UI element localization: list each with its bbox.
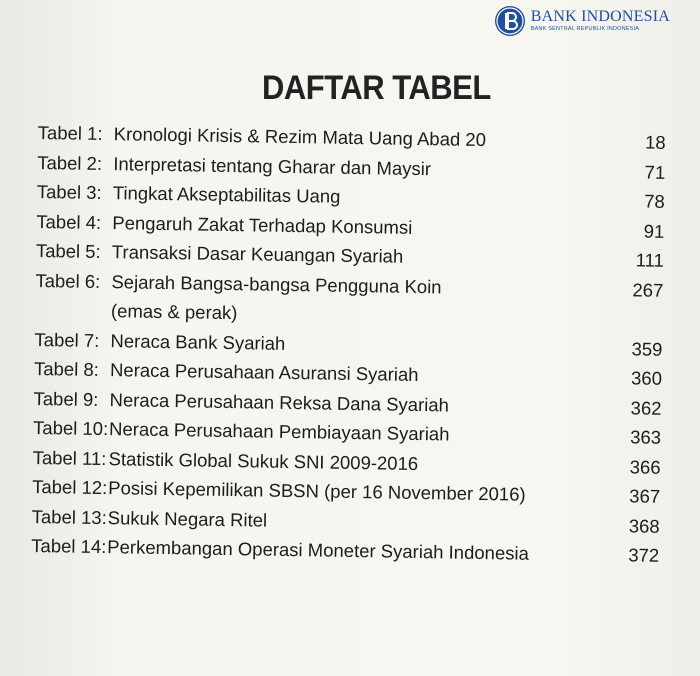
- entry-label: Tabel 14:: [31, 534, 107, 558]
- entry-label: Tabel 5:: [35, 239, 101, 263]
- entry-page-number: 359: [631, 337, 663, 360]
- logo-subtitle: BANK SENTRAL REPUBLIK INDONESIA: [530, 26, 640, 33]
- entry-label: Tabel 6:: [35, 269, 101, 292]
- entry-label: Tabel 13:: [31, 505, 107, 528]
- entry-label: Tabel 1:: [37, 121, 103, 145]
- entry-title: Tingkat Akseptabilitas Uang: [112, 182, 341, 207]
- entry-label: Tabel 7:: [34, 328, 100, 351]
- entry-title-continued: (emas & perak): [110, 300, 238, 324]
- entry-page-number: 360: [630, 367, 663, 389]
- entry-label: Tabel 10:: [32, 416, 109, 440]
- entry-title: Sejarah Bangsa-bangsa Pengguna Koin: [111, 270, 442, 297]
- entry-label: Tabel 11:: [32, 446, 107, 469]
- entry-title: Perkembangan Operasi Moneter Syariah Indonesia: [107, 536, 530, 564]
- entry-title: Neraca Perusahaan Reksa Dana Syariah: [109, 388, 450, 415]
- entry-page-number: 71: [644, 161, 666, 183]
- entry-page-number: 78: [644, 190, 665, 212]
- entry-title: Interpretasi tentang Gharar dan Maysir: [113, 152, 432, 179]
- entry-title: Transaksi Dasar Keuangan Syariah: [111, 241, 404, 267]
- entry-page-number: 18: [644, 131, 666, 153]
- entry-title: Pengaruh Zakat Terhadap Konsumsi: [112, 211, 413, 238]
- entry-page-number: 91: [643, 220, 665, 242]
- entry-label: Tabel 4:: [36, 210, 102, 233]
- table-entry-6: [35, 265, 672, 334]
- bank-indonesia-emblem-icon: [495, 6, 525, 36]
- entry-page-number: 367: [629, 485, 661, 507]
- entry-title: Neraca Bank Syariah: [110, 329, 286, 354]
- entry-page-number: 111: [635, 249, 665, 271]
- entry-label: Tabel 12:: [32, 475, 108, 499]
- entry-page-number: 372: [628, 544, 660, 566]
- entry-page-number: 363: [630, 426, 662, 448]
- entry-title: Sukuk Negara Ritel: [107, 506, 268, 531]
- entry-title: Posisi Kepemilikan SBSN (per 16 November 2016): [108, 477, 526, 505]
- entry-title: Statistik Global Sukuk SNI 2009-2016: [108, 447, 419, 474]
- entry-page-number: 362: [630, 396, 662, 419]
- logo-name: BANK INDONESIA: [530, 8, 670, 26]
- entry-page-number: 368: [628, 514, 660, 537]
- entry-page-number: 366: [629, 455, 661, 478]
- entry-label: Tabel 9:: [33, 387, 99, 410]
- entry-label: Tabel 2:: [37, 151, 103, 174]
- entry-title: Kronologi Krisis & Rezim Mata Uang Abad 20: [113, 123, 487, 151]
- entry-label: Tabel 3:: [36, 180, 102, 204]
- table-list: [31, 118, 674, 570]
- entry-page-number: 267: [632, 278, 664, 301]
- entry-title: Neraca Perusahaan Pembiayaan Syariah: [108, 418, 450, 445]
- entry-title: Neraca Perusahaan Asuransi Syariah: [109, 359, 419, 386]
- entry-label: Tabel 8:: [33, 357, 100, 380]
- bank-indonesia-logo: [495, 6, 670, 36]
- page-title: DAFTAR TABEL: [262, 68, 491, 107]
